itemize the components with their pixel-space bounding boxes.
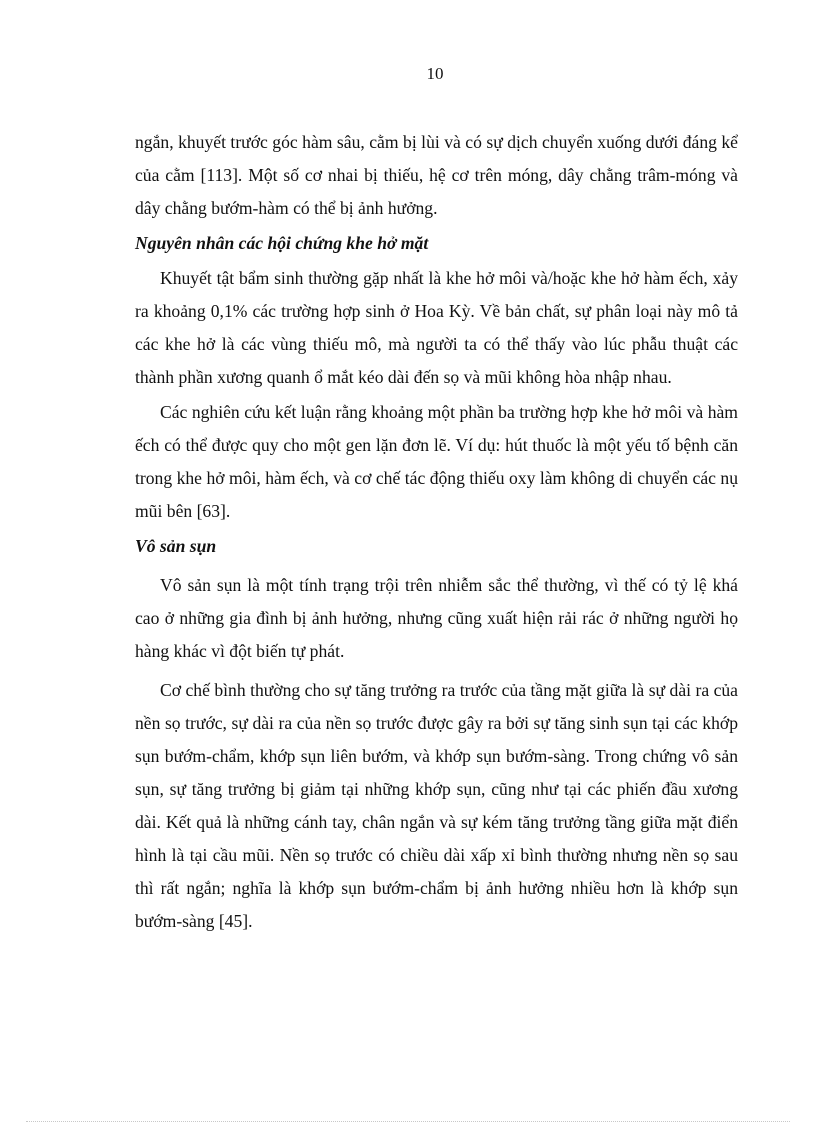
paragraph-continuation: ngắn, khuyết trước góc hàm sâu, cằm bị lùi và có sự dịch chuyển xuống dưới đáng kể của cằm [113]. Một số cơ nhai bị thiếu, hệ cơ trên móng, dây chằng trâm-móng và dây chằng bướm-hàm có thể bị ảnh hưởng. — [135, 132, 738, 218]
paragraph-achondroplasia-inheritance: Vô sản sụn là một tính trạng trội trên nhiễm sắc thể thường, vì thế có tỷ lệ khá cao ở những gia đình bị ảnh hưởng, nhưng cũng xuất hiện rải rác ở những người họ hàng khác vì đột biến tự phát. — [135, 575, 738, 661]
paragraph-achondroplasia-mechanism: Cơ chế bình thường cho sự tăng trưởng ra trước của tầng mặt giữa là sự dài ra của nền sọ trước, sự dài ra của nền sọ trước được gây ra bởi sự tăng sinh sụn tại các khớp sụn bướm-chẩm, khớp sụn liên bướm, và khớp sụn bướm-sàng. Trong chứng vô sản sụn, sự tăng trưởng bị giảm tại những khớp sụn, cũng như tại các phiến đầu xương dài. Kết quả là những cánh tay, chân ngắn và sự kém tăng trưởng tầng giữa mặt điển hình là tại cầu mũi. Nền sọ trước có chiều dài xấp xỉ bình thường nhưng nền sọ sau thì rất ngắn; nghĩa là khớp sụn bướm-chẩm bị ảnh hưởng nhiều hơn là khớp sụn bướm-sàng [45]. — [135, 680, 738, 931]
page-bottom-divider — [26, 1121, 790, 1122]
section-heading-achondroplasia: Vô sản sụn — [135, 536, 217, 556]
document-body — [135, 126, 738, 938]
paragraph-cleft-defects: Khuyết tật bẩm sinh thường gặp nhất là khe hở môi và/hoặc khe hở hàm ếch, xảy ra khoảng 0,1% các trường hợp sinh ở Hoa Kỳ. Về bản chất, sự phân loại này mô tả các khe hở là các vùng thiếu mô, mà người ta có thể thấy vào lúc phẫu thuật các thành phần xương quanh ổ mắt kéo dài đến sọ và mũi không hòa nhập nhau. — [135, 268, 738, 387]
section-heading-cleft-causes: Nguyên nhân các hội chứng khe hở mặt — [135, 233, 429, 253]
page-number: 10 — [426, 64, 444, 83]
paragraph-cleft-studies: Các nghiên cứu kết luận rằng khoảng một phần ba trường hợp khe hở môi và hàm ếch có thể được quy cho một gen lặn đơn lẽ. Ví dụ: hút thuốc là một yếu tố bệnh căn trong khe hở môi, hàm ếch, và cơ chế tác động thiếu oxy làm không di chuyển các nụ mũi bên [63]. — [135, 402, 738, 521]
